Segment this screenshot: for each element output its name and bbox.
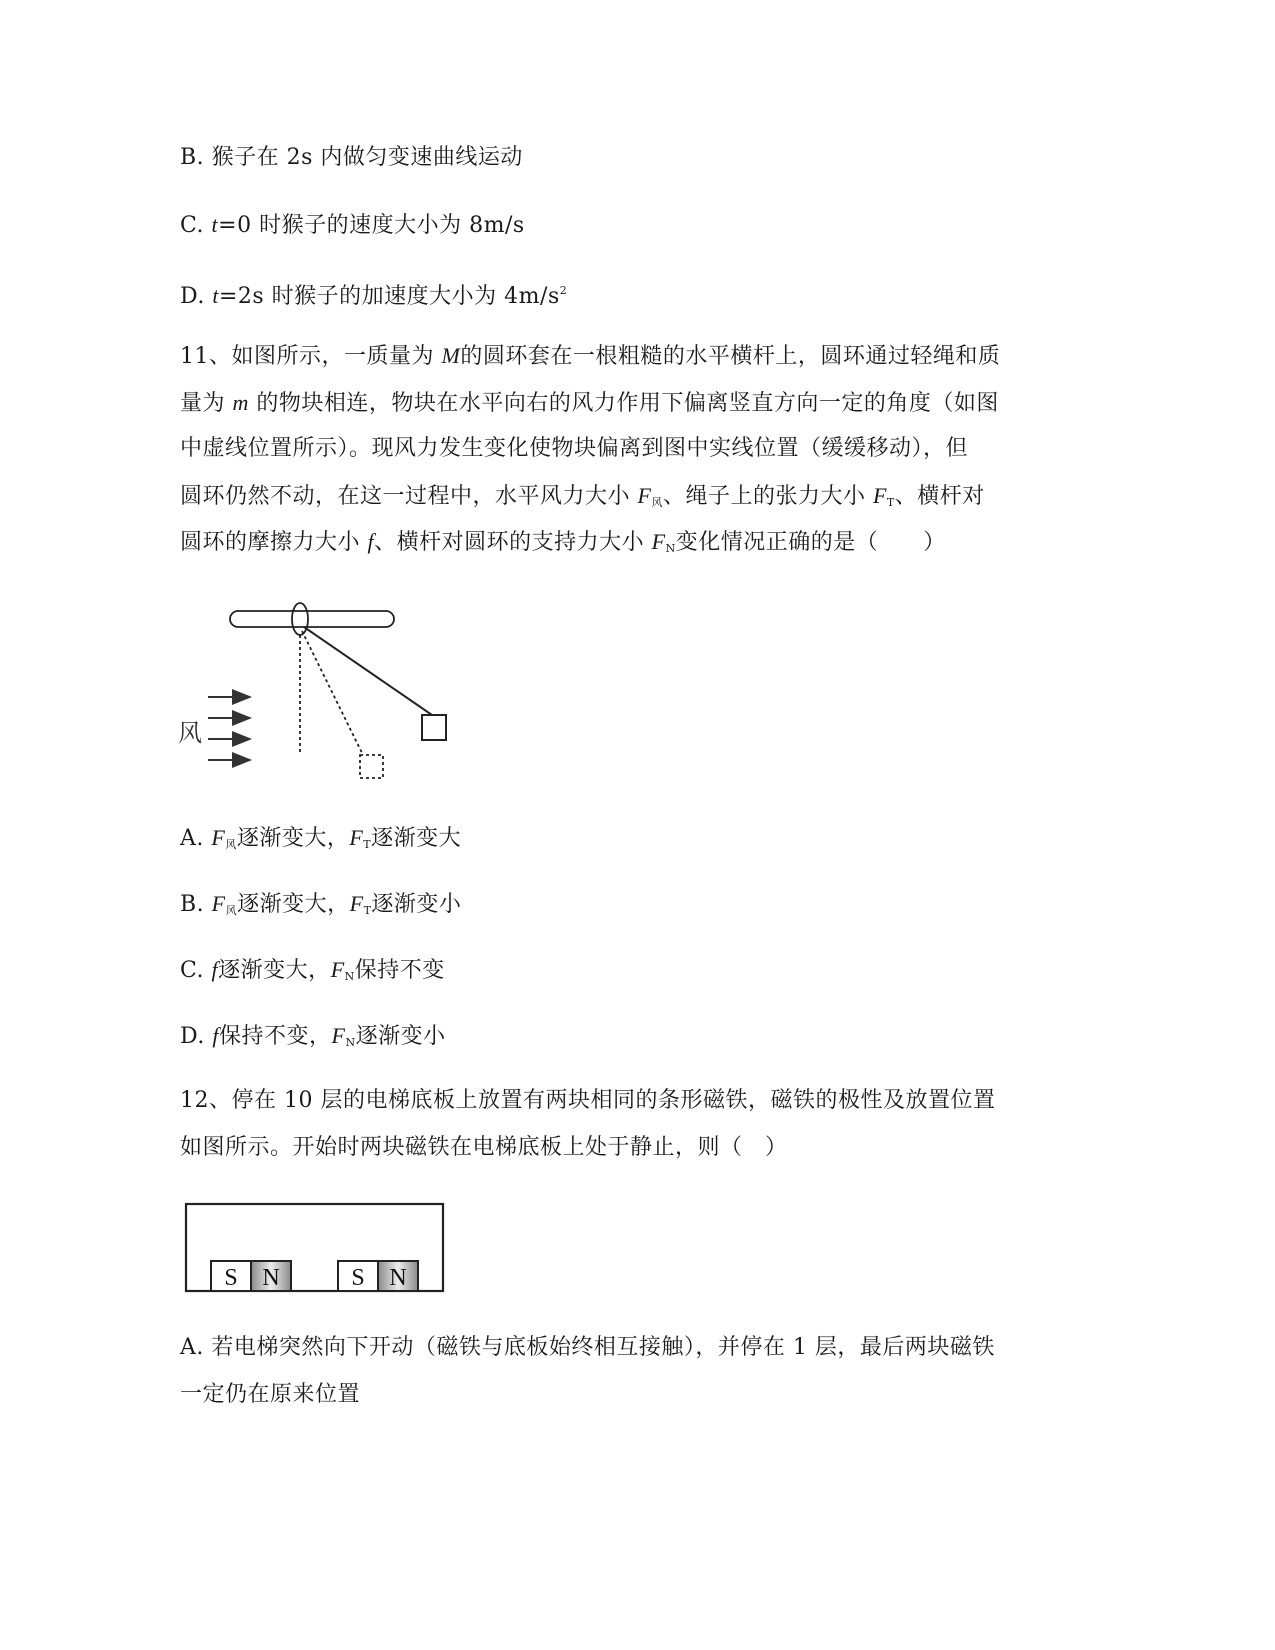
solid-block: [422, 715, 446, 740]
q11-option-d: D. f保持不变，$F_N$逐渐变小: [180, 1023, 446, 1049]
q10-option-b: B. 猴子在 2s 内做匀变速曲线运动: [180, 145, 523, 170]
q12-option-a-line-1: A. 若电梯突然向下开动（磁铁与底板始终相互接触），并停在 1 层，最后两块磁铁: [180, 1335, 995, 1360]
q11-option-b: B. $F_风$逐渐变大，$F_T$逐渐变小: [180, 891, 462, 917]
dashed-rope: [302, 631, 363, 755]
q11-stem-line-1: 11、如图所示，一质量为 M的圆环套在一根粗糙的水平横杆上，圆环通过轻绳和质: [180, 343, 1001, 369]
solid-rope: [304, 627, 432, 715]
wind-label: 风: [178, 719, 202, 747]
q10-option-c: C. t=0 时猴子的速度大小为 8m/s: [180, 212, 525, 238]
q11-option-a: A. $F_风$逐渐变大，$F_T$逐渐变大: [180, 825, 462, 851]
dashed-block: [360, 755, 383, 778]
pole-label-n: N: [262, 1265, 280, 1291]
pole-label-n: N: [389, 1265, 407, 1291]
pole-label-s: S: [224, 1265, 238, 1291]
horizontal-rod: [230, 611, 394, 627]
q11-stem-line-5: 圆环的摩擦力大小 f、横杆对圆环的支持力大小 $F_N$变化情况正确的是（ ）: [180, 529, 946, 555]
q10-option-d: D. t=2s 时猴子的加速度大小为 $4m/s^2$: [180, 283, 568, 309]
q11-stem-line-4: 圆环仍然不动，在这一过程中，水平风力大小 $F_风$、绳子上的张力大小 $F_T$、横杆对: [180, 483, 985, 509]
q12-stem-line-1: 12、停在 10 层的电梯底板上放置有两块相同的条形磁铁，磁铁的极性及放置位置: [180, 1088, 996, 1113]
q11-figure-ring-rod-block: [170, 595, 460, 790]
q12-option-a-line-2: 一定仍在原来位置: [180, 1382, 361, 1407]
q11-option-c: C. f逐渐变大，$F_N$保持不变: [180, 957, 445, 983]
q12-figure-elevator-magnets: [183, 1200, 448, 1296]
q12-stem-line-2: 如图所示。开始时两块磁铁在电梯底板上处于静止，则（ ）: [180, 1135, 788, 1160]
q11-stem-line-2: 量为 m 的物块相连，物块在水平向右的风力作用下偏离竖直方向一定的角度（如图: [180, 390, 999, 416]
pole-label-s: S: [351, 1265, 365, 1291]
q11-stem-line-3: 中虚线位置所示）。现风力发生变化使物块偏离到图中实线位置（缓缓移动），但: [180, 436, 969, 461]
